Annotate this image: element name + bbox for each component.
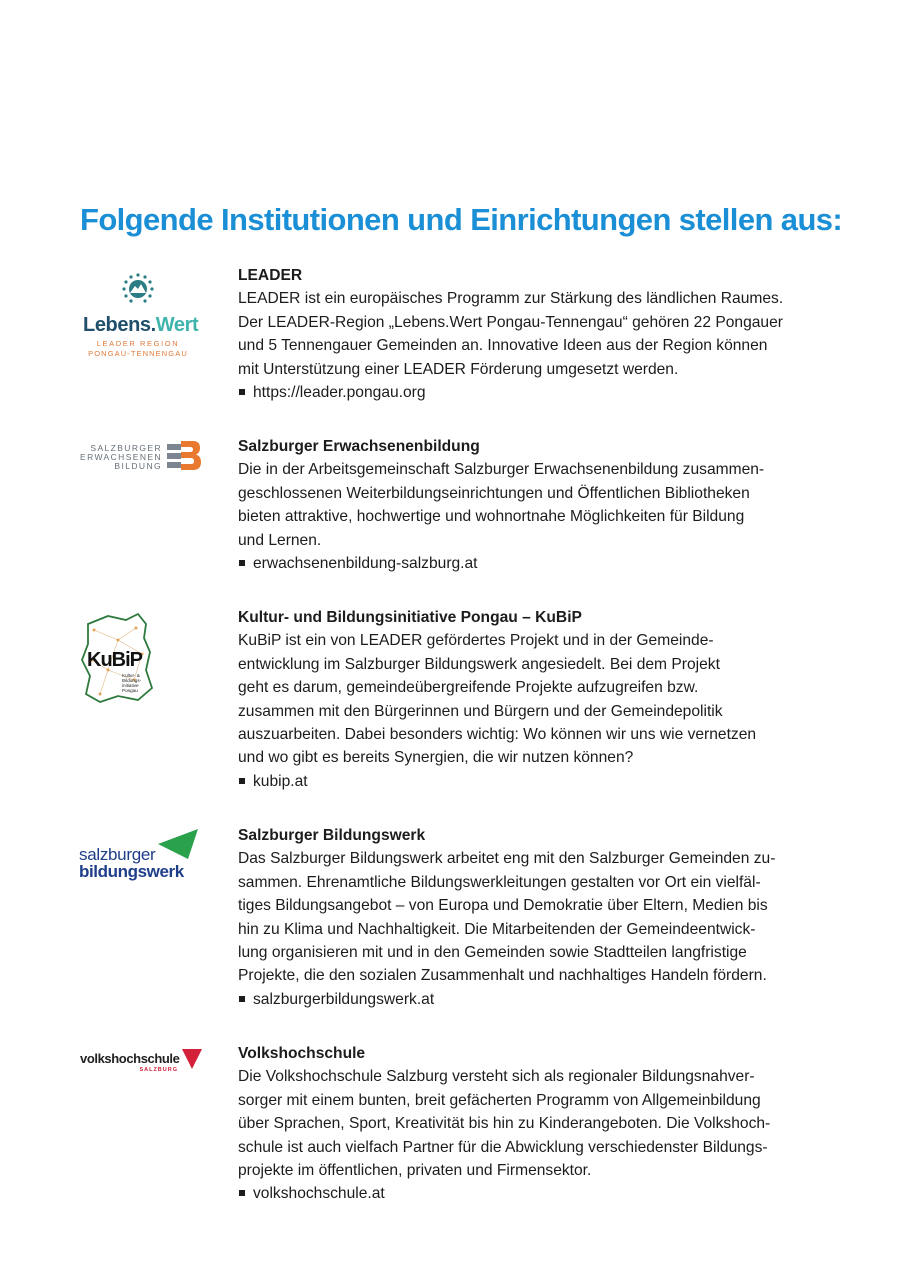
kubip-logo — [78, 610, 206, 713]
entry-description: KuBiP ist ein von LEADER gefördertes Projekt und in der Gemeinde- entwicklung im Salzburger Bildungswerk angesiedelt. Bei dem Projekt geht es darum, gemeindeübergreifende Projekte aufzugreifen bzw. zusammen mit den Bürgerinnen und Bürgern und der Gemeindepolitik auszuarbeiten. Dabei besonders wichtig: Wo können wir uns wie vernetzen und wo gibt es bereits Synergien, die wir nutzen können? — [238, 632, 757, 767]
svg-text:BILDUNG: BILDUNG — [114, 461, 162, 471]
svg-text:Kultur- &: Kultur- & — [122, 673, 140, 678]
volkshochschule-logo — [78, 1046, 206, 1081]
entry-link-row — [238, 381, 828, 404]
lebens-wert-brand: Lebens.Wert — [83, 314, 199, 336]
red-triangle-icon — [182, 1049, 202, 1069]
entry-link-row — [238, 988, 828, 1011]
entry-title: LEADER — [238, 267, 303, 284]
kubip-brand: KuBiP — [87, 649, 142, 671]
lebens-wert-logo — [78, 264, 206, 369]
entry-content — [238, 606, 828, 793]
entry-content — [238, 264, 828, 404]
bullet-icon — [239, 778, 245, 784]
entry-link-row — [238, 770, 828, 793]
leader-region-label: LEADER REGION — [96, 339, 180, 348]
entry-content — [238, 435, 828, 575]
entry-link-row — [238, 552, 828, 575]
entry-link[interactable]: https://leader.pongau.org — [253, 384, 426, 402]
lebens-wert-logo-icon — [78, 264, 206, 364]
svg-text:Pongau: Pongau — [122, 688, 138, 693]
bildungswerk-logo-icon — [78, 826, 206, 882]
bullet-icon — [239, 389, 245, 395]
entry-link[interactable]: erwachsenenbildung-salzburg.at — [253, 555, 478, 573]
entry-title: Salzburger Bildungswerk — [238, 827, 426, 844]
svg-text:initiative: initiative — [122, 683, 139, 688]
bullet-icon — [239, 1190, 245, 1196]
pongau-tennengau-label: PONGAU-TENNENGAU — [88, 349, 188, 358]
entry-title: Volkshochschule — [238, 1045, 366, 1062]
bullet-icon — [239, 560, 245, 566]
entry-description: Die in der Arbeitsgemeinschaft Salzburger Erwachsenenbildung zusammen- geschlossenen Weiterbildungseinrichtungen und Öffentlichen Bibliotheken bieten attraktive, hochwertige und wohnortnahe Möglichkeiten für Bildung und Lernen. — [238, 461, 765, 549]
svg-text:ERWACHSENEN: ERWACHSENEN — [80, 452, 162, 462]
green-triangle-icon — [158, 829, 198, 859]
entry-link[interactable]: salzburgerbildungswerk.at — [253, 990, 435, 1008]
entry-content — [238, 824, 828, 1011]
svg-text:Bildungs-: Bildungs- — [122, 678, 142, 683]
erwachsenenbildung-logo-icon — [78, 435, 206, 475]
entry-content — [238, 1042, 828, 1206]
entry-link[interactable]: volkshochschule.at — [253, 1185, 385, 1203]
entry-title: Salzburger Erwachsenenbildung — [238, 438, 480, 455]
page-title: Folgende Institutionen und Einrichtungen stellen aus: — [80, 202, 843, 237]
entry-description: LEADER ist ein europäisches Programm zur Stärkung des ländlichen Raumes. Der LEADER-Region „Lebens.Wert Pongau-Tennengau“ gehören 22 Pongauer und 5 Tennengauer Gemeinden an. Innovative Ideen aus der Region können mit Unterstützung einer LEADER Förderung umgesetzt werden. — [238, 290, 784, 378]
volkshochschule-logo-icon — [78, 1046, 206, 1076]
kubip-logo-icon — [78, 610, 206, 708]
erwachsenenbildung-logo — [78, 435, 206, 480]
svg-text:bildungswerk: bildungswerk — [79, 862, 184, 881]
svg-text:salzburger: salzburger — [79, 845, 156, 864]
entry-description: Das Salzburger Bildungswerk arbeitet eng mit den Salzburger Gemeinden zu- sammen. Ehrenamtliche Bildungswerkleitungen gestalten vor Ort ein vielfäl- tiges Bildungsangebot – von Europa und Demokratie über Eltern, Medien bis hin zu Klima und Nachhaltigkeit. Die Mitarbeitenden der Gemeindeentwick- lung organisieren mit und in den Gemeinden sowie Stadtteilen langfristige Projekte, die den sozialen Zusammenhalt und nachhaltiges Handeln fördern. — [238, 850, 776, 985]
svg-text:SALZBURGER: SALZBURGER — [90, 443, 162, 453]
entry-link-row — [238, 1182, 828, 1205]
bildungswerk-logo — [78, 826, 206, 887]
entry-description: Die Volkshochschule Salzburg versteht sich als regionaler Bildungsnahver- sorger mit einem bunten, breit gefächerten Programm von Allgemeinbildung über Sprachen, Sport, Kreativität bis hin zu Kinderangeboten. Die Volkshoch- schule ist auch vielfach Partner für die Abwicklung verschiedenster Bildungs- projekte im öffentlichen, privaten und Firmensektor. — [238, 1068, 771, 1180]
entry-link[interactable]: kubip.at — [253, 772, 308, 790]
svg-text:volkshochschule: volkshochschule — [80, 1051, 180, 1066]
bullet-icon — [239, 996, 245, 1002]
svg-text:SALZBURG: SALZBURG — [139, 1067, 178, 1073]
entry-title: Kultur- und Bildungsinitiative Pongau – KuBiP — [238, 609, 582, 626]
